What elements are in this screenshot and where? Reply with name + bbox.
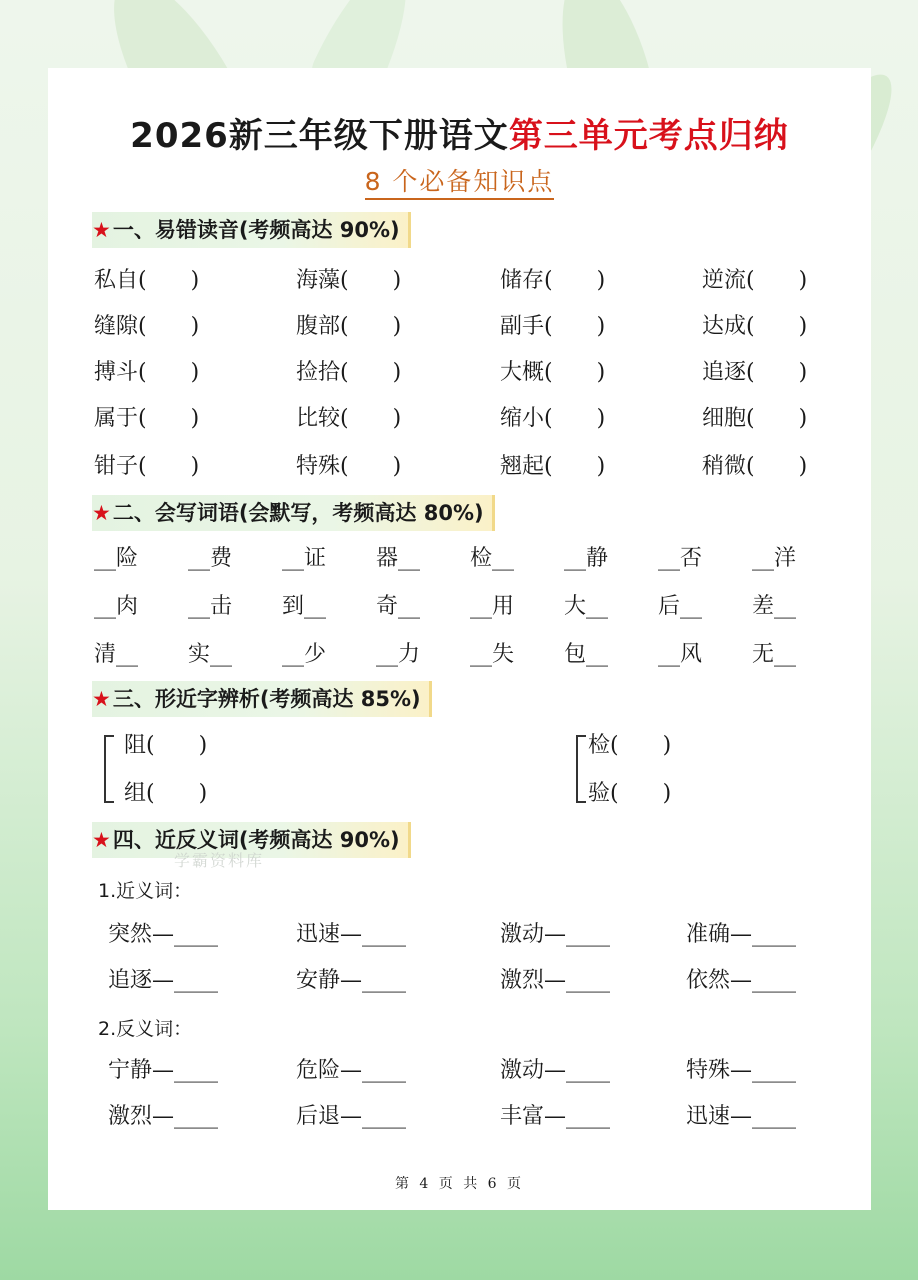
- section-heading-similar-chars: [92, 681, 432, 717]
- antonym-item: 宁静—____: [108, 1058, 219, 1083]
- section-heading-pronunciation: [92, 212, 411, 248]
- writing-blank-item: __失: [470, 642, 515, 667]
- writing-blank-item: __险: [94, 546, 139, 571]
- title-red-part: 第三单元考点归纳: [508, 116, 789, 156]
- antonym-item: 激烈—____: [108, 1104, 219, 1129]
- writing-blank-item: 清__: [94, 642, 139, 667]
- synonym-item: 准确—____: [686, 922, 797, 947]
- writing-blank-item: __风: [658, 642, 703, 667]
- writing-blank-item: 包__: [564, 642, 609, 667]
- synonym-item: 安静—____: [296, 968, 407, 993]
- star-icon: ★: [92, 501, 111, 525]
- pronunciation-item: 达成( ): [702, 314, 808, 339]
- antonyms-label: 2.反义词：: [98, 1018, 193, 1040]
- writing-blank-item: __肉: [94, 594, 139, 619]
- similar-char-item: 检( ): [588, 733, 672, 758]
- synonym-item: 追逐—____: [108, 968, 219, 993]
- section-title: 二、会写词语: [112, 501, 239, 525]
- writing-blank-item: 差__: [752, 594, 797, 619]
- writing-blank-item: __用: [470, 594, 515, 619]
- writing-blank-item: 奇__: [376, 594, 421, 619]
- writing-blank-item: __证: [282, 546, 327, 571]
- writing-blank-item: 器__: [376, 546, 421, 571]
- antonym-item: 特殊—____: [686, 1058, 797, 1083]
- synonym-item: 迅速—____: [296, 922, 407, 947]
- title-black-part: 2026新三年级下册语文: [130, 116, 509, 156]
- pronunciation-item: 钳子( ): [94, 454, 200, 479]
- pronunciation-item: 稍微( ): [702, 454, 808, 479]
- section-frequency-note: (考频高达 90%): [238, 828, 400, 852]
- writing-blank-item: 检__: [470, 546, 515, 571]
- pronunciation-item: 副手( ): [500, 314, 606, 339]
- pronunciation-item: 海藻( ): [296, 268, 402, 293]
- section-title: 三、形近字辨析: [112, 687, 260, 711]
- section-frequency-note: (会默写，考频高达 80%): [238, 501, 484, 525]
- worksheet-page: [48, 68, 871, 1210]
- writing-blank-item: 实__: [188, 642, 233, 667]
- writing-blank-item: 后__: [658, 594, 703, 619]
- pronunciation-item: 私自( ): [94, 268, 200, 293]
- pronunciation-item: 搏斗( ): [94, 360, 200, 385]
- star-icon: ★: [92, 828, 111, 852]
- pronunciation-item: 细胞( ): [702, 406, 808, 431]
- pronunciation-item: 缩小( ): [500, 406, 606, 431]
- antonym-item: 激动—____: [500, 1058, 611, 1083]
- synonym-item: 突然—____: [108, 922, 219, 947]
- pronunciation-item: 逆流( ): [702, 268, 808, 293]
- synonym-item: 依然—____: [686, 968, 797, 993]
- section-frequency-note: (考频高达 90%): [238, 218, 400, 242]
- section-title: 四、近反义词: [112, 828, 239, 852]
- section-heading-writing: [92, 495, 495, 531]
- pronunciation-item: 属于( ): [94, 406, 200, 431]
- antonym-item: 后退—____: [296, 1104, 407, 1129]
- writing-blank-item: 无__: [752, 642, 797, 667]
- synonyms-label: 1.近义词：: [98, 880, 193, 902]
- writing-blank-item: __洋: [752, 546, 797, 571]
- pronunciation-item: 翘起( ): [500, 454, 606, 479]
- antonym-item: 丰富—____: [500, 1104, 611, 1129]
- similar-char-item: 阻( ): [124, 733, 208, 758]
- star-icon: ★: [92, 218, 111, 242]
- pronunciation-item: 捡拾( ): [296, 360, 402, 385]
- pronunciation-item: 腹部( ): [296, 314, 402, 339]
- pronunciation-item: 储存( ): [500, 268, 606, 293]
- writing-blank-item: __力: [376, 642, 421, 667]
- pronunciation-item: 追逐( ): [702, 360, 808, 385]
- pronunciation-item: 缝隙( ): [94, 314, 200, 339]
- writing-blank-item: __否: [658, 546, 703, 571]
- page-title: [48, 108, 871, 157]
- writing-blank-item: __静: [564, 546, 609, 571]
- watermark: 学霸资料库: [174, 851, 265, 870]
- pronunciation-item: 大概( ): [500, 360, 606, 385]
- synonym-item: 激动—____: [500, 922, 611, 947]
- pronunciation-item: 比较( ): [296, 406, 402, 431]
- writing-blank-item: __击: [188, 594, 233, 619]
- similar-char-item: 验( ): [588, 781, 672, 806]
- synonym-item: 激烈—____: [500, 968, 611, 993]
- bracket-left: [104, 735, 114, 803]
- pronunciation-item: 特殊( ): [296, 454, 402, 479]
- writing-blank-item: __少: [282, 642, 327, 667]
- page-subtitle: 8 个必备知识点: [48, 162, 871, 198]
- writing-blank-item: __费: [188, 546, 233, 571]
- section-title: 一、易错读音: [112, 218, 239, 242]
- page-footer: 第 4 页 共 6 页: [394, 1176, 525, 1192]
- star-icon: ★: [92, 687, 111, 711]
- writing-blank-item: 大__: [564, 594, 609, 619]
- antonym-item: 危险—____: [296, 1058, 407, 1083]
- antonym-item: 迅速—____: [686, 1104, 797, 1129]
- similar-char-item: 组( ): [124, 781, 208, 806]
- section-frequency-note: (考频高达 85%): [259, 687, 421, 711]
- bracket-right: [576, 735, 586, 803]
- writing-blank-item: 到__: [282, 594, 327, 619]
